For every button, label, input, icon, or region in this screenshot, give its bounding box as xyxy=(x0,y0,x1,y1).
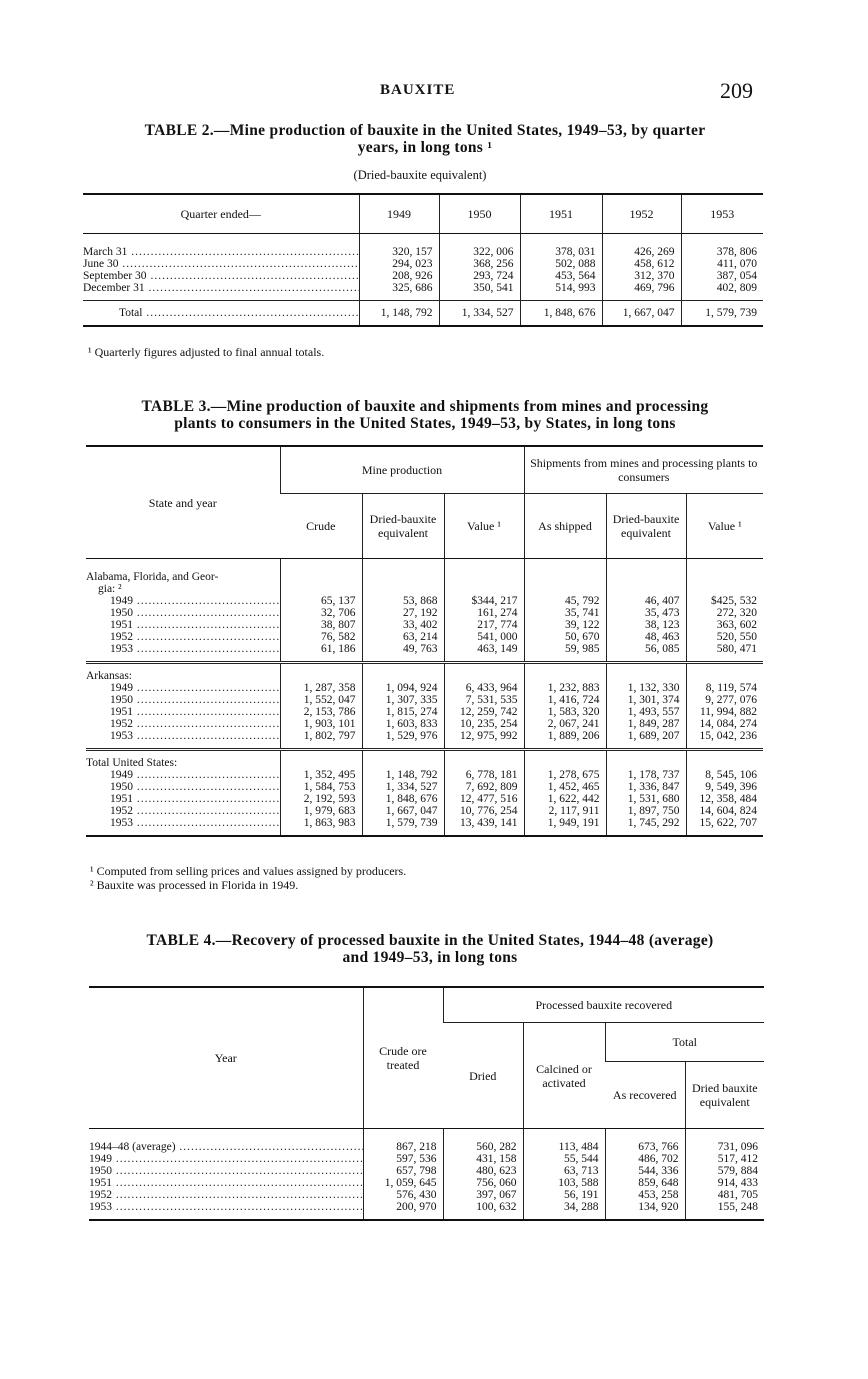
table2-col-header: 1953 xyxy=(681,194,763,234)
table3-cell: 1, 889, 206 xyxy=(547,730,600,742)
table3-cell: 217, 774 xyxy=(477,619,518,631)
table3-stub-header: State and year xyxy=(86,446,280,559)
table3-group-alabama xyxy=(86,559,763,663)
table3-group-arkansas xyxy=(86,663,763,750)
table4-cell: 544, 336 xyxy=(638,1165,679,1177)
table3-cell: 1, 307, 335 xyxy=(385,694,438,706)
running-title: BAUXITE xyxy=(380,82,456,98)
table3-cell: 12, 975, 992 xyxy=(460,730,518,742)
table3-group-heading: Arkansas: xyxy=(86,670,132,682)
table3-cell: 56, 085 xyxy=(645,643,680,655)
table3-cell: 12, 358, 484 xyxy=(699,793,758,805)
table3-cell: 63, 214 xyxy=(403,631,438,643)
table3-cell: 14, 604, 824 xyxy=(699,805,758,817)
table3-cell: 1, 863, 983 xyxy=(303,817,356,829)
table2-cell: 514, 993 xyxy=(555,282,596,294)
table2-row-label: June 30 ..... xyxy=(83,258,359,270)
table3-cell: 8, 119, 574 xyxy=(705,682,758,694)
table4-cell: 673, 766 xyxy=(638,1141,679,1153)
table3-cell: 580, 471 xyxy=(716,643,758,655)
table3-title-line1: TABLE 3.—Mine production of bauxite and shipments from mines and processing xyxy=(141,398,709,415)
table2-row-label: December 31 ..... xyxy=(83,282,359,294)
table3-year-label: 1950 ..... xyxy=(86,607,280,619)
table3-cell: 10, 776, 254 xyxy=(460,805,518,817)
table2-col-header: 1952 xyxy=(602,194,681,234)
table2-cell: 387, 054 xyxy=(716,270,757,282)
table4-cell: 481, 705 xyxy=(717,1189,759,1201)
table2-title-line2: years, in long tons ¹ xyxy=(357,139,493,156)
table3-cell: 27, 192 xyxy=(403,607,438,619)
table3-cell: 1, 531, 680 xyxy=(627,793,680,805)
table3-cell: 2, 153, 786 xyxy=(303,706,356,718)
table3-cell: 1, 897, 750 xyxy=(627,805,680,817)
table3-col-header: Dried-bauxite equivalent xyxy=(606,494,686,559)
table3-group-total xyxy=(86,750,763,837)
table2-cell: 458, 612 xyxy=(634,258,675,270)
table3-year-label: 1952 ..... xyxy=(86,631,280,643)
table3-footnote: ¹ Computed from selling prices and values assigned by producers. xyxy=(90,864,407,878)
table4-stub-header: Year xyxy=(89,987,363,1129)
table2-cell: 312, 370 xyxy=(634,270,675,282)
table2-footnote: ¹ Quarterly figures adjusted to final annual totals. xyxy=(88,345,325,359)
table3-cell: 6, 778, 181 xyxy=(465,769,518,781)
table3-cell: 1, 903, 101 xyxy=(303,718,356,730)
table3-cell: 1, 949, 191 xyxy=(547,817,600,829)
table4-cell: 517, 412 xyxy=(717,1153,759,1165)
table3-cell: 1, 848, 676 xyxy=(385,793,438,805)
table3-cell: 363, 602 xyxy=(716,619,758,631)
table3-cell: 14, 084, 274 xyxy=(699,718,758,730)
table3-cell: 1, 979, 683 xyxy=(303,805,356,817)
table3-group-shipments: Shipments from mines and processing plants to consumers xyxy=(524,446,763,494)
table3-cell: 1, 094, 924 xyxy=(385,682,438,694)
table3-cell: 1, 452, 465 xyxy=(547,781,600,793)
table3-cell: 161, 274 xyxy=(477,607,518,619)
table4-col-calcined: Calcined or activated xyxy=(523,1023,605,1129)
table3-cell: 1, 148, 792 xyxy=(385,769,438,781)
table4-group-header: Processed bauxite recovered xyxy=(443,987,764,1023)
table3-cell: 520, 550 xyxy=(716,631,758,643)
table3-cell: 15, 042, 236 xyxy=(699,730,758,742)
table3-year-label: 1951 ..... xyxy=(86,706,280,718)
table3-cell: 39, 122 xyxy=(565,619,600,631)
table3-cell: 12, 477, 516 xyxy=(460,793,518,805)
table3-cell: 48, 463 xyxy=(645,631,680,643)
table4-col-dried-equivalent: Dried bauxite equivalent xyxy=(685,1062,764,1129)
table3-col-header: Value ¹ xyxy=(444,494,524,559)
table3-year-label: 1953 ..... xyxy=(86,817,280,829)
table3-cell: 2, 067, 241 xyxy=(547,718,600,730)
table2-subtitle: (Dried-bauxite equivalent) xyxy=(353,168,487,182)
table2-total-cell: 1, 148, 792 xyxy=(380,307,433,319)
table4-cell: 155, 248 xyxy=(717,1201,759,1213)
table3-cell: 1, 745, 292 xyxy=(627,817,680,829)
table3-title xyxy=(60,398,790,432)
table2-cell: 411, 070 xyxy=(717,258,757,270)
table3-group-heading: gia: ² xyxy=(98,583,122,595)
table3-cell: 9, 549, 396 xyxy=(705,781,758,793)
table3-cell: 541, 000 xyxy=(477,631,518,643)
table4-cell: 859, 648 xyxy=(638,1177,679,1189)
table4 xyxy=(89,986,764,1223)
table3-cell: 463, 149 xyxy=(477,643,518,655)
table2-cell: 208, 926 xyxy=(392,270,433,282)
table2-total-cell: 1, 579, 739 xyxy=(705,307,757,319)
table4-cell: 914, 433 xyxy=(717,1177,759,1189)
table4-title xyxy=(60,932,800,966)
table4-cell: 200, 970 xyxy=(396,1201,437,1213)
table3-year-label: 1950 ..... xyxy=(86,781,280,793)
table3-cell: 1, 493, 557 xyxy=(627,706,680,718)
table3-cell: 1, 529, 976 xyxy=(385,730,438,742)
table3-cell: 1, 579, 739 xyxy=(385,817,438,829)
table3-cell: 33, 402 xyxy=(403,619,438,631)
table4-cell: 579, 884 xyxy=(717,1165,759,1177)
table3-cell: 1, 336, 847 xyxy=(627,781,680,793)
table3-cell: 76, 582 xyxy=(321,631,356,643)
table3-cell: 15, 622, 707 xyxy=(699,817,758,829)
table3-cell: 12, 259, 742 xyxy=(460,706,518,718)
table3-cell: 1, 584, 753 xyxy=(303,781,356,793)
table2-cell: 293, 724 xyxy=(473,270,514,282)
table3-cell: 2, 192, 593 xyxy=(303,793,356,805)
table3-year-label: 1949 ..... xyxy=(86,682,280,694)
table3-cell: 1, 334, 527 xyxy=(385,781,438,793)
table4-year-label: 1950 ..... xyxy=(89,1165,363,1177)
table3-cell: 9, 277, 076 xyxy=(705,694,758,706)
table4-cell: 34, 288 xyxy=(564,1201,599,1213)
table2-total-cell: 1, 848, 676 xyxy=(543,307,596,319)
table3-cell: 272, 320 xyxy=(716,607,758,619)
table2-body xyxy=(83,234,763,301)
table2-row-label: March 31 ..... xyxy=(83,246,359,258)
table3-year-label: 1952 ..... xyxy=(86,718,280,730)
table3-year-label: 1950 ..... xyxy=(86,694,280,706)
table2-cell: 502, 088 xyxy=(555,258,596,270)
table4-year-label: 1944–48 (average) ..... xyxy=(89,1141,363,1153)
table3-group-heading: Total United States: xyxy=(86,757,178,769)
table3-cell: 32, 706 xyxy=(321,607,356,619)
table3-cell: 1, 583, 320 xyxy=(547,706,600,718)
table3-cell: 1, 232, 883 xyxy=(547,682,600,694)
table4-title-line2: and 1949–53, in long tons xyxy=(342,949,518,966)
table3-cell: 7, 692, 809 xyxy=(465,781,518,793)
table3-group-mine-production: Mine production xyxy=(280,446,524,494)
table4-cell: 597, 536 xyxy=(396,1153,437,1165)
table3-year-label: 1949 ..... xyxy=(86,769,280,781)
table3-col-header: As shipped xyxy=(524,494,606,559)
table3-cell: 11, 994, 882 xyxy=(699,706,758,718)
table2-stub-header: Quarter ended— xyxy=(83,194,359,234)
table2-total-cell: 1, 667, 047 xyxy=(622,307,675,319)
table2-title xyxy=(60,122,790,156)
table2-col-header: 1949 xyxy=(359,194,439,234)
table4-cell: 453, 258 xyxy=(638,1189,679,1201)
table2-cell: 453, 564 xyxy=(555,270,596,282)
table4-body xyxy=(89,1129,764,1221)
table3-cell: 49, 763 xyxy=(403,643,438,655)
table3-cell: 35, 473 xyxy=(645,607,680,619)
table2-cell: 426, 269 xyxy=(634,246,675,258)
table3-title-line2: plants to consumers in the United States, 1949–53, by States, in long tons xyxy=(174,415,676,432)
table3-year-label: 1953 ..... xyxy=(86,730,280,742)
table4-cell: 113, 484 xyxy=(558,1141,599,1153)
table3-cell: 1, 603, 833 xyxy=(385,718,438,730)
table4-cell: 560, 282 xyxy=(476,1141,517,1153)
table2-total-row xyxy=(83,301,763,327)
table3-cell: 13, 439, 141 xyxy=(460,817,518,829)
table4-col-as-recovered: As recovered xyxy=(605,1062,685,1129)
table3-cell: 61, 186 xyxy=(321,643,356,655)
table2-title-line1: TABLE 2.—Mine production of bauxite in the United States, 1949–53, by quarter xyxy=(144,122,706,139)
table3-cell: $425, 532 xyxy=(711,595,758,607)
table4-cell: 100, 632 xyxy=(476,1201,517,1213)
table2-cell: 378, 031 xyxy=(555,246,596,258)
table4-cell: 55, 544 xyxy=(564,1153,599,1165)
table3-year-label: 1953 ..... xyxy=(86,643,280,655)
table4-subgroup-total: Total xyxy=(605,1023,764,1062)
table3-cell: 46, 407 xyxy=(645,595,680,607)
table4-cell: 731, 096 xyxy=(717,1141,759,1153)
table3-cell: 45, 792 xyxy=(565,595,600,607)
table4-cell: 56, 191 xyxy=(564,1189,599,1201)
table3-cell: 2, 117, 911 xyxy=(548,805,600,817)
table3-cell: 8, 545, 106 xyxy=(705,769,758,781)
table3-cell: 6, 433, 964 xyxy=(465,682,518,694)
table4-cell: 657, 798 xyxy=(396,1165,437,1177)
table3-cell: 1, 352, 495 xyxy=(303,769,356,781)
table3-cell: 38, 123 xyxy=(645,619,680,631)
table4-cell: 1, 059, 645 xyxy=(384,1177,437,1189)
table3-cell: $344, 217 xyxy=(471,595,518,607)
table2-cell: 322, 006 xyxy=(473,246,514,258)
table3-group-heading: Alabama, Florida, and Geor- xyxy=(86,571,219,583)
table3-cell: 7, 531, 535 xyxy=(465,694,518,706)
table2 xyxy=(83,193,763,329)
table3-col-header: Crude xyxy=(280,494,362,559)
table3-year-label: 1951 ..... xyxy=(86,793,280,805)
table2-col-header: 1951 xyxy=(520,194,602,234)
table4-col-dried: Dried xyxy=(443,1023,523,1129)
table4-cell: 486, 702 xyxy=(638,1153,679,1165)
table4-year-label: 1951 ..... xyxy=(89,1177,363,1189)
table2-cell: 325, 686 xyxy=(392,282,433,294)
table4-cell: 103, 588 xyxy=(558,1177,599,1189)
table4-cell: 480, 623 xyxy=(476,1165,517,1177)
table2-cell: 469, 796 xyxy=(634,282,675,294)
table3 xyxy=(86,445,763,839)
table4-cell: 134, 920 xyxy=(638,1201,679,1213)
table4-cell: 397, 067 xyxy=(476,1189,517,1201)
table3-cell: 1, 301, 374 xyxy=(627,694,680,706)
table3-year-label: 1949 ..... xyxy=(86,595,280,607)
table3-cell: 53, 868 xyxy=(403,595,438,607)
table2-cell: 402, 809 xyxy=(716,282,757,294)
table3-footnotes xyxy=(90,864,406,892)
table2-total-cell: 1, 334, 527 xyxy=(461,307,514,319)
table4-cell: 431, 158 xyxy=(476,1153,517,1165)
table2-total-label: Total ..... xyxy=(119,307,359,319)
table2-row-label: September 30 ..... xyxy=(83,270,359,282)
table3-cell: 1, 278, 675 xyxy=(547,769,600,781)
table3-cell: 1, 416, 724 xyxy=(547,694,600,706)
running-header xyxy=(0,78,868,106)
table3-cell: 1, 849, 287 xyxy=(627,718,680,730)
table3-cell: 1, 689, 207 xyxy=(627,730,680,742)
table3-cell: 35, 741 xyxy=(565,607,600,619)
table3-cell: 1, 287, 358 xyxy=(303,682,356,694)
table4-year-label: 1953 ..... xyxy=(89,1201,363,1213)
table3-year-label: 1952 ..... xyxy=(86,805,280,817)
table3-cell: 1, 552, 047 xyxy=(303,694,356,706)
table2-cell: 368, 256 xyxy=(473,258,514,270)
table4-year-label: 1949 ..... xyxy=(89,1153,363,1165)
table3-cell: 1, 132, 330 xyxy=(627,682,680,694)
table4-cell: 576, 430 xyxy=(396,1189,437,1201)
table3-cell: 50, 670 xyxy=(565,631,600,643)
table3-cell: 1, 815, 274 xyxy=(385,706,438,718)
table2-cell: 378, 806 xyxy=(716,246,757,258)
table2-cell: 320, 157 xyxy=(392,246,433,258)
table3-cell: 1, 622, 442 xyxy=(547,793,600,805)
table3-col-header: Dried-bauxite equivalent xyxy=(362,494,444,559)
table2-cell: 294, 023 xyxy=(392,258,433,270)
table4-title-line1: TABLE 4.—Recovery of processed bauxite in the United States, 1944–48 (average) xyxy=(146,932,714,949)
table4-cell: 867, 218 xyxy=(396,1141,437,1153)
table3-footnote: ² Bauxite was processed in Florida in 1949. xyxy=(90,878,299,892)
table3-cell: 65, 137 xyxy=(321,595,356,607)
table2-col-header: 1950 xyxy=(439,194,520,234)
table3-year-label: 1951 ..... xyxy=(86,619,280,631)
table3-col-header: Value ¹ xyxy=(686,494,763,559)
table3-cell: 59, 985 xyxy=(565,643,600,655)
table3-cell: 1, 667, 047 xyxy=(385,805,438,817)
table4-year-label: 1952 ..... xyxy=(89,1189,363,1201)
table2-cell: 350, 541 xyxy=(473,282,514,294)
table3-cell: 1, 178, 737 xyxy=(627,769,680,781)
table3-cell: 10, 235, 254 xyxy=(460,718,518,730)
page-number: 209 xyxy=(720,78,753,103)
table3-cell: 38, 807 xyxy=(321,619,356,631)
table4-cell: 63, 713 xyxy=(564,1165,599,1177)
table4-col-crude-ore: Crude ore treated xyxy=(363,987,443,1129)
table3-cell: 1, 802, 797 xyxy=(303,730,356,742)
table4-cell: 756, 060 xyxy=(476,1177,517,1189)
